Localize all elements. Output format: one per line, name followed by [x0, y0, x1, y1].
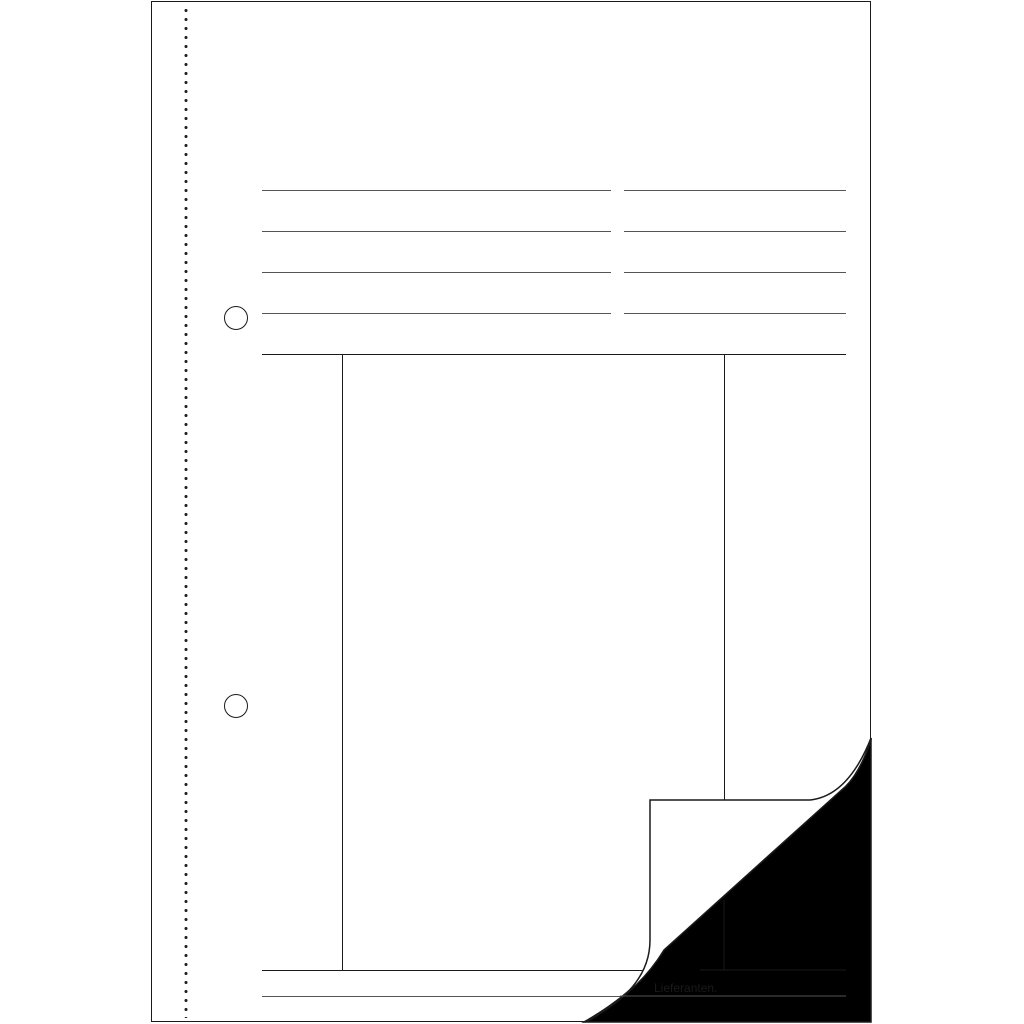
footer-text-on-copy: Lieferanten. [654, 981, 718, 995]
